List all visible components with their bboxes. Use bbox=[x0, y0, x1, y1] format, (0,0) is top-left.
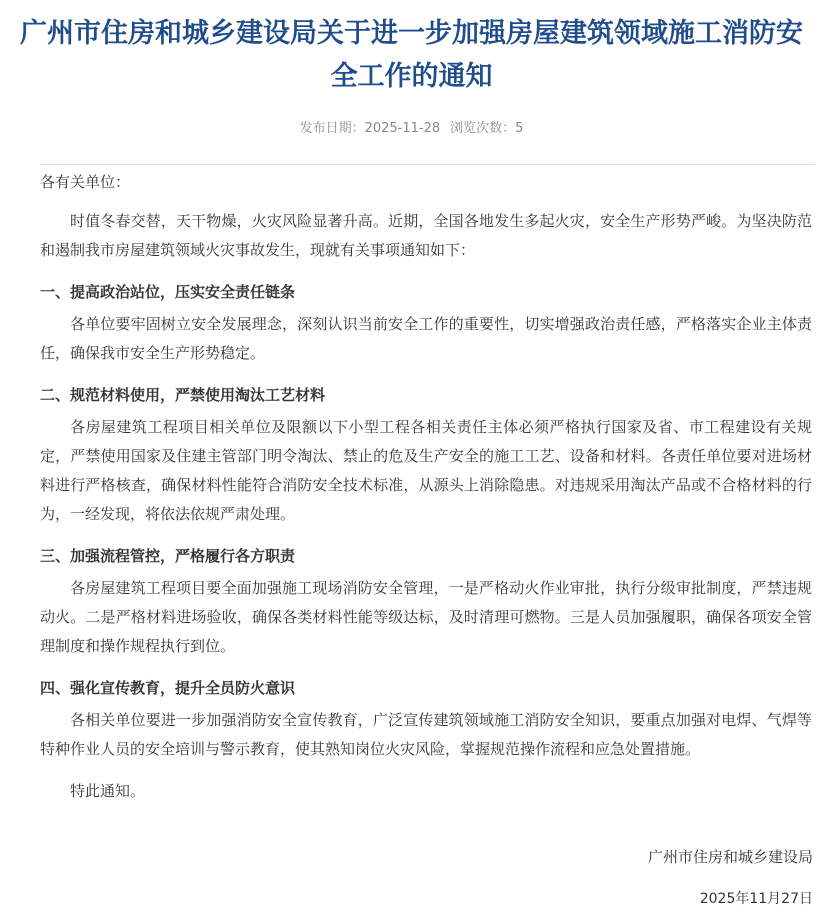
issuer-signature: 广州市住房和城乡建设局 bbox=[647, 848, 813, 866]
section-paragraph: 各单位要牢固树立安全发展理念，深刻认识当前安全工作的重要性，切实增强政治责任感，严格落实企业主体责任，确保我市安全生产形势稳定。 bbox=[40, 315, 812, 362]
publish-date-label: 发布日期： bbox=[299, 121, 365, 136]
salutation: 各有关单位： bbox=[40, 173, 131, 191]
issue-date: 2025年11月27日 bbox=[699, 891, 813, 907]
section-heading: 四、强化宣传教育，提升全员防火意识 bbox=[40, 679, 296, 697]
section-3 bbox=[40, 542, 812, 661]
divider bbox=[40, 164, 815, 165]
section-1 bbox=[40, 278, 812, 368]
section-2 bbox=[40, 381, 812, 529]
section-heading: 二、规范材料使用，严禁使用淘汰工艺材料 bbox=[40, 386, 326, 404]
section-heading: 三、加强流程管控，严格履行各方职责 bbox=[40, 547, 296, 565]
view-count: 5 bbox=[515, 121, 524, 136]
intro-paragraph: 时值冬春交替，天干物燥，火灾风险显著升高。近期，全国各地发生多起火灾，安全生产形势严峻。为坚决防范和遏制我市房屋建筑领域火灾事故发生，现就有关事项通知如下： bbox=[40, 212, 812, 259]
article-body bbox=[40, 168, 812, 806]
section-4 bbox=[40, 674, 812, 764]
view-count-label: 浏览次数： bbox=[450, 121, 516, 136]
page-title: 广州市住房和城乡建设局关于进一步加强房屋建筑领域施工消防安全工作的通知 bbox=[20, 18, 803, 92]
section-heading: 一、提高政治站位，压实安全责任链条 bbox=[40, 283, 296, 301]
section-paragraph: 各相关单位要进一步加强消防安全宣传教育，广泛宣传建筑领域施工消防安全知识，要重点加强对电焊、气焊等特种作业人员的安全培训与警示教育，使其熟知岗位火灾风险，掌握规范操作流程和应急处置措施。 bbox=[40, 711, 812, 758]
article-meta bbox=[0, 119, 823, 139]
section-paragraph: 各房屋建筑工程项目相关单位及限额以下小型工程各相关责任主体必须严格执行国家及省、市工程建设有关规定，严禁使用国家及住建主管部门明令淘汰、禁止的危及生产安全的施工工艺、设备和材料。各责任单位要对进场材料进行严格核查，确保材料性能符合消防安全技术标准，从源头上消除隐患。对违规采用淘汰产品或不合格材料的行为，一经发现，将依法依规严肃处理。 bbox=[40, 418, 812, 523]
closing-text: 特此通知。 bbox=[70, 782, 146, 800]
section-paragraph: 各房屋建筑工程项目要全面加强施工现场消防安全管理，一是严格动火作业审批，执行分级审批制度，严禁违规动火。二是严格材料进场验收，确保各类材料性能等级达标，及时清理可燃物。三是人员加强履职，确保各项安全管理制度和操作规程执行到位。 bbox=[40, 579, 812, 655]
publish-date: 2025-11-28 bbox=[364, 121, 441, 136]
